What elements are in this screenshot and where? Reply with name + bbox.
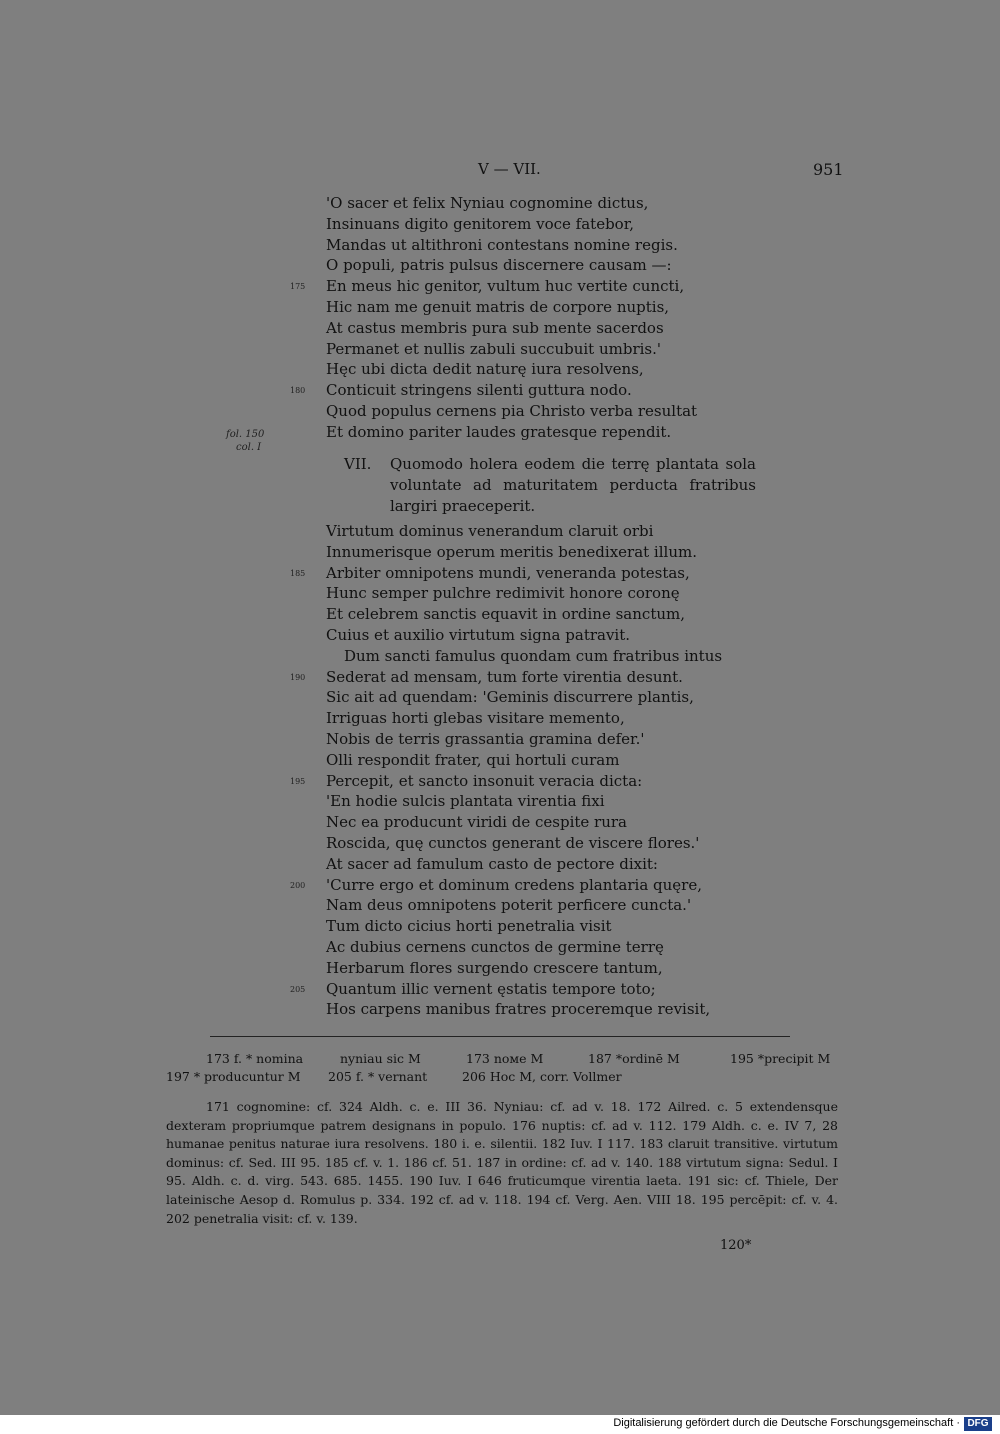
verse-line: At sacer ad famulum casto de pectore dixit: <box>326 854 658 873</box>
verse-line: Irriguas horti glebas visitare memento, <box>326 709 625 728</box>
page-header <box>0 160 1000 182</box>
verse-line: Mandas ut altithroni contestans nomine regis. <box>326 235 678 254</box>
verse-line: Sic ait ad quendam: 'Geminis discurrere plantis, <box>326 688 694 707</box>
line-number: 175 <box>290 282 306 292</box>
verse-line: Et celebrem sanctis equavit in ordine sanctum, <box>326 605 685 624</box>
chapter-title: Quomodo holera eodem die terrę plantata sola voluntate ad maturitatem perducta fratribus largiri praeceperit. <box>390 455 756 515</box>
apparatus-entry: 197 * producuntur M <box>166 1069 301 1084</box>
apparatus-entry: 173 noме M <box>466 1051 544 1066</box>
verse-line: Conticuit stringens silenti guttura nodo. <box>326 381 632 400</box>
verse-line: Hunc semper pulchre redimivit honore coronę <box>326 584 680 603</box>
verse-line: Et domino pariter laudes gratesque rependit. <box>326 422 672 441</box>
chapter-number: VII. <box>344 455 372 473</box>
apparatus-variants <box>166 1050 838 1086</box>
verse-line: Hos carpens manibus fratres proceremque revisit, <box>326 1000 711 1019</box>
verse-line: Dum sancti famulus quondam cum fratribus intus <box>344 646 723 665</box>
margin-note-line-2: col. I <box>236 442 262 453</box>
line-number: 205 <box>290 984 306 994</box>
line-number: 200 <box>290 880 306 890</box>
verse-line: En meus hic genitor, vultum huc vertite cuncti, <box>326 277 685 296</box>
dfg-logo: DFG <box>964 1417 992 1431</box>
verse-line: Cuius et auxilio virtutum signa patravit. <box>326 626 631 644</box>
verse-line: Virtutum dominus venerandum claruit orbi <box>326 522 654 540</box>
verse-line: Arbiter omnipotens mundi, veneranda potestas, <box>326 563 690 582</box>
apparatus-entry: 187 *ordinē M <box>588 1051 680 1066</box>
verse-line: Ac dubius cernens cunctos de germine terrę <box>326 938 664 956</box>
running-title: V — VII. <box>478 160 541 178</box>
verse-line: 'En hodie sulcis plantata virentia fixi <box>326 792 605 811</box>
verse-line: Nam deus omnipotens poterit perficere cuncta.' <box>326 896 692 915</box>
verse-line: 'O sacer et felix Nyniau cognomine dictus, <box>326 194 649 212</box>
apparatus-entry: 206 Hoc M, corr. Vollmer <box>462 1069 622 1084</box>
verse-line: Sederat ad mensam, tum forte virentia desunt. <box>326 667 683 686</box>
margin-note-folio <box>226 428 264 454</box>
verse-line: Hic nam me genuit matris de corpore nuptis, <box>326 298 670 316</box>
verse-line: Roscida, quę cunctos generant de viscere flores.' <box>326 834 700 852</box>
line-number: 190 <box>290 672 306 682</box>
footnote-divider <box>210 1036 790 1037</box>
verse-line: Quantum illic vernent ęstatis tempore toto; <box>326 979 656 998</box>
verse-line: Nec ea producunt viridi de cespite rura <box>326 813 627 832</box>
footer-bar <box>0 1415 1000 1434</box>
verse-line: Nobis de terris grassantia gramina defer.' <box>326 730 645 748</box>
margin-note-line-1: fol. 150 <box>226 429 265 440</box>
apparatus-entry: 195 *precipit M <box>730 1051 831 1066</box>
apparatus-row <box>166 1068 838 1086</box>
verse-line: At castus membris pura sub mente sacerdos <box>326 318 664 337</box>
verse-line: Hęc ubi dicta dedit naturę iura resolvens, <box>326 360 644 379</box>
verse-line: Insinuans digito genitorem voce fatebor, <box>326 214 635 233</box>
apparatus-row <box>166 1050 838 1068</box>
apparatus-entry: 205 f. * vernant <box>328 1069 428 1084</box>
verse-line: Olli respondit frater, qui hortuli curam <box>326 750 620 769</box>
line-number: 195 <box>290 776 306 786</box>
verse-line: Herbarum flores surgendo crescere tantum, <box>326 958 663 977</box>
page-number: 951 <box>813 160 844 179</box>
funding-credit: Digitalisierung gefördert durch die Deutsche Forschungsgemeinschaft · <box>613 1417 960 1429</box>
line-number: 185 <box>290 568 306 578</box>
verse-line: Innumerisque operum meritis benedixerat illum. <box>326 542 697 561</box>
signature-mark: 120* <box>720 1238 752 1253</box>
apparatus-entry: 173 f. * nomina <box>206 1051 304 1066</box>
verse-line: 'Curre ergo et dominum credens plantaria quęre, <box>326 875 702 894</box>
verse-line: Quod populus cernens pia Christo verba resultat <box>326 402 698 420</box>
apparatus-entry: nyniau sic M <box>340 1051 421 1066</box>
verse-line: O populi, patris pulsus discernere causam —: <box>326 256 672 275</box>
line-number: 180 <box>290 386 306 396</box>
verse-line: Permanet et nullis zabuli succubuit umbris.' <box>326 339 662 358</box>
verse-line: Percepit, et sancto insonuit veracia dicta: <box>326 771 643 790</box>
verse-line: Tum dicto cicius horti penetralia visit <box>326 917 612 936</box>
apparatus-sources: 171 cognomine: cf. 324 Aldh. c. e. III 36. Nyniau: cf. ad v. 18. 172 Ailred. c. 5 extendensque dexteram propriumque patrem designans in populo. 176 nuptis: cf. ad v. 112. 179 Aldh. c. e. IV 7, 28 humanae penitus naturae iura resolvens. 180 i. e. silentii. 182 Iuv. I 117. 183 claruit transitive. virtutum dominus: cf. Sed. III 95. 185 cf. v. 1. 186 cf. 51. 187 in ordine: cf. ad v. 140. 188 virtutum signa: Sedul. I 95. Aldh. c. d. virg. 543. 685. 1455. 190 Iuv. I 646 fruticumque virentia laeta. 191 sic: cf. Thiele, Der lateinische Aesop d. Romulus p. 334. 192 cf. ad v. 118. 194 cf. Verg. Aen. VIII 18. 195 percēpit: cf. v. 4. 202 penetralia visit: cf. v. 139. <box>166 1099 838 1226</box>
